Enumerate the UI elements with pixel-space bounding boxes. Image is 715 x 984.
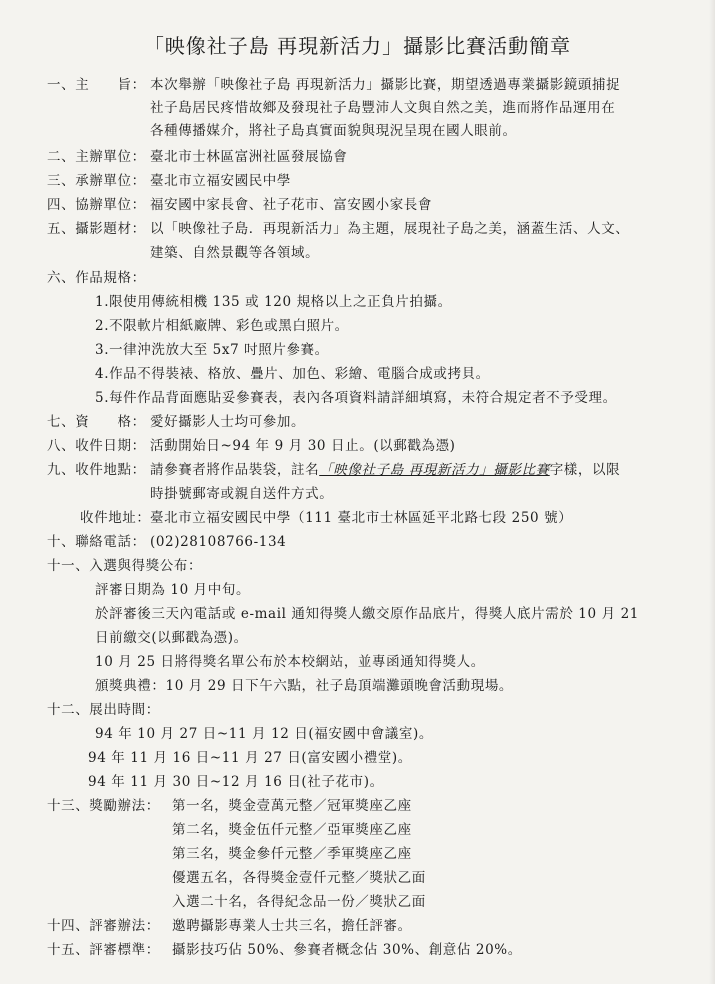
section-9-label: 九、收件地點： xyxy=(47,462,146,478)
section-11-label: 十一、入選與得獎公布： xyxy=(47,558,203,574)
section-3-text: 臺北市立福安國民中學 xyxy=(150,173,291,189)
address-text: 臺北市立福安國民中學（111 臺北市士林區延平北路七段 250 號） xyxy=(150,510,573,526)
section-1-line: 本次舉辦「映像社子島 再現新活力」攝影比賽，期望透過專業攝影鏡頭捕捉 xyxy=(150,77,621,93)
exhibition-date: 94 年 11 月 16 日~11 月 27 日(富安國小禮堂)。 xyxy=(88,750,412,766)
section-10-text: (02)28108766-134 xyxy=(150,534,287,550)
spec-item: 3.一律沖洗放大至 5x7 吋照片參賽。 xyxy=(95,342,329,358)
section-5-line: 以「映像社子島．再現新活力」為主題，展現社子島之美，涵蓋生活、人文、 xyxy=(150,221,630,237)
section-15-label: 十五、評審標準： xyxy=(47,942,160,958)
section-4-label: 四、協辦單位： xyxy=(47,197,146,213)
section-9-line: 時掛號郵寄或親自送件方式。 xyxy=(150,486,334,502)
award-line: 入選二十名，各得紀念品一份／獎狀乙面 xyxy=(172,894,426,910)
spec-item: 2.不限軟片相紙廠牌、彩色或黑白照片。 xyxy=(95,318,349,334)
spec-item: 5.每件作品背面應貼妥參賽表，表內各項資料請詳細填寫，未符合規定者不予受理。 xyxy=(95,390,617,406)
section-14-label: 十四、評審辦法： xyxy=(47,918,160,934)
section-2-label: 二、主辦單位： xyxy=(47,149,146,165)
section-8-text: 活動開始日~94 年 9 月 30 日止。(以郵戳為憑) xyxy=(150,438,456,454)
page-edge-shadow xyxy=(709,0,715,984)
section-1-line: 各種傳播媒介，將社子島真實面貌與現況呈現在國人眼前。 xyxy=(150,123,517,139)
section-2-text: 臺北市士林區富洲社區發展協會 xyxy=(150,149,348,165)
section-15-text: 攝影技巧佔 50%、參賽者概念佔 30%、創意佔 20%。 xyxy=(172,942,522,958)
address-label: 收件地址： xyxy=(80,510,151,526)
section-7-label: 七、資 格： xyxy=(47,414,146,430)
section-13-label: 十三、獎勵辦法： xyxy=(47,798,160,814)
section-11-line: 日前繳交(以郵戳為憑)。 xyxy=(95,630,248,646)
section-12-label: 十二、展出時間： xyxy=(47,702,160,718)
section-5-label: 五、攝影題材： xyxy=(47,221,146,237)
section-11-line: 10 月 25 日將得獎名單公布於本校網站，並專函通知得獎人。 xyxy=(95,654,485,670)
section-1-label: 一、主 旨： xyxy=(47,77,146,93)
section-10-label: 十、聯絡電話： xyxy=(47,534,146,550)
section-3-label: 三、承辦單位： xyxy=(47,173,146,189)
section-6-label: 六、作品規格： xyxy=(47,270,146,286)
award-line: 第二名，獎金伍仟元整／亞軍獎座乙座 xyxy=(172,822,412,838)
section-9-text-b: 字樣，以限 xyxy=(549,462,621,478)
section-1-line: 社子島居民疼惜故鄉及發現社子島豐沛人文與自然之美，進而將作品運用在 xyxy=(150,100,616,116)
section-9-line xyxy=(150,461,620,479)
section-5-line: 建築、自然景觀等各領域。 xyxy=(150,245,320,261)
section-11-line: 頒獎典禮：10 月 29 日下午六點，社子島頂端灘頭晚會活動現場。 xyxy=(95,678,514,694)
award-line: 第一名，獎金壹萬元整／冠軍獎座乙座 xyxy=(172,798,412,814)
section-14-text: 邀聘攝影專業人士共三名，擔任評審。 xyxy=(172,918,412,934)
section-7-text: 愛好攝影人士均可參加。 xyxy=(150,414,306,430)
document-title: 「映像社子島 再現新活力」攝影比賽活動簡章 xyxy=(143,34,572,58)
handwritten-contest-name: 「映像社子島 再現新活力」攝影比賽 xyxy=(319,462,550,478)
exhibition-date: 94 年 10 月 27 日~11 月 12 日(福安國中會議室)。 xyxy=(95,726,433,742)
spec-item: 4.作品不得裝裱、格放、疊片、加色、彩繪、電腦合成或拷貝。 xyxy=(95,366,490,382)
section-4-text: 福安國中家長會、社子花市、富安國小家長會 xyxy=(150,197,432,213)
section-8-label: 八、收件日期： xyxy=(47,438,146,454)
section-9-text-a: 請參賽者將作品裝袋，註名 xyxy=(150,462,320,478)
section-11-line: 評審日期為 10 月中旬。 xyxy=(95,582,251,598)
spec-item: 1.限使用傳統相機 135 或 120 規格以上之正負片拍攝。 xyxy=(95,294,452,310)
exhibition-date: 94 年 11 月 30 日~12 月 16 日(社子花市)。 xyxy=(88,774,384,790)
award-line: 第三名，獎金參仟元整／季軍獎座乙座 xyxy=(172,846,412,862)
award-line: 優選五名，各得獎金壹仟元整／獎狀乙面 xyxy=(172,870,426,886)
section-11-line: 於評審後三天內電話或 e-mail 通知得獎人繳交原作品底片，得獎人底片需於 10 月 21 xyxy=(95,606,639,622)
